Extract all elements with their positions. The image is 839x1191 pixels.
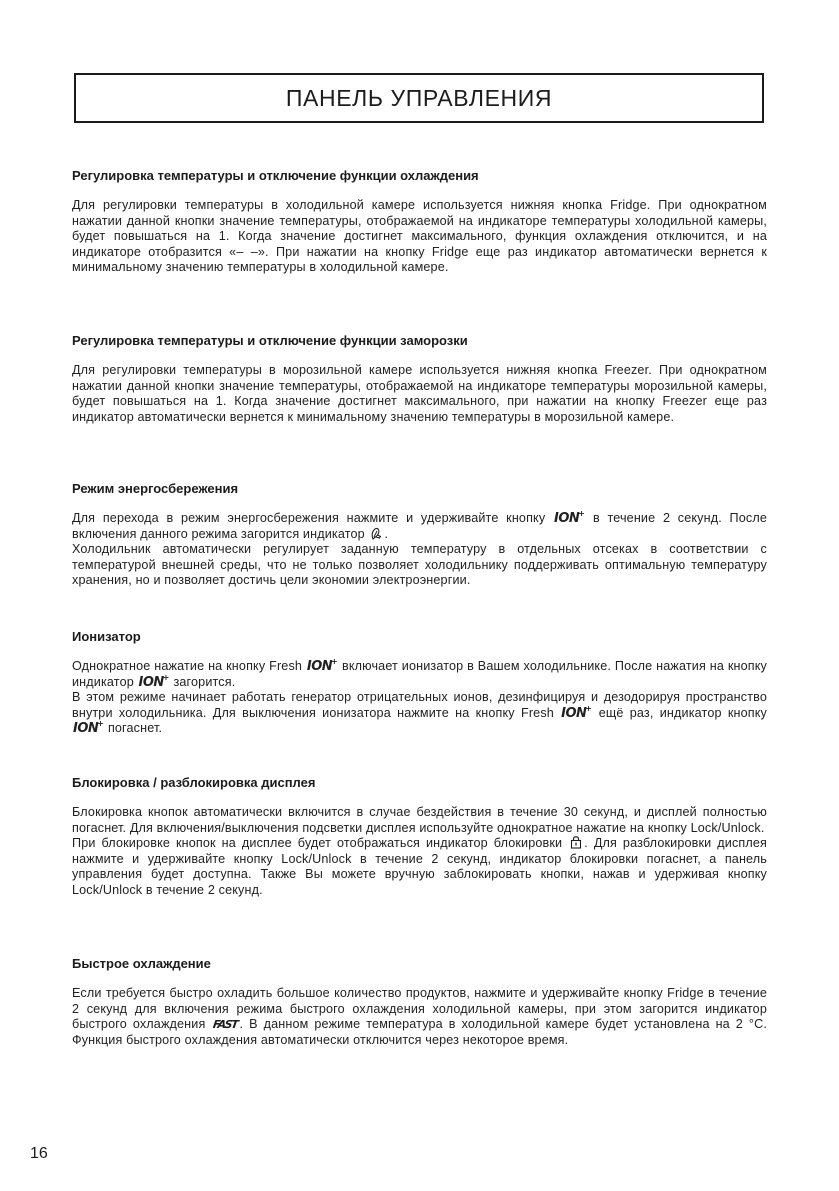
ion-plus: +	[585, 703, 592, 713]
section-heading: Ионизатор	[72, 629, 141, 644]
ion-label: ION	[306, 659, 333, 674]
fast-cooling-icon: FAST	[212, 1018, 239, 1032]
ion-icon	[561, 703, 592, 722]
ion-plus: +	[578, 509, 585, 518]
ion-icon	[307, 659, 337, 675]
section-fast-cooling	[72, 956, 767, 1048]
text-run: Холодильник автоматически регулирует заданную температуру в отдельных отсеках в соответствии с температурой внешней среды, что не только позволяет холодильнику поддерживать оптимальную температуру хранения, но и позволяет достичь цели экономии электроэнергии.	[72, 542, 767, 588]
text-run: погаснет.	[107, 721, 163, 736]
text-run: В этом режиме начинает работать генератор отрицательных ионов, дезинфицируя и дезодорируя пространство внутри холодильника. Для выключения ионизатора нажмите на кнопку Fresh	[72, 690, 767, 720]
text-run: При блокировке кнопок на дисплее будет отображаться индикатор блокировки	[72, 836, 563, 851]
text-run: Однократное нажатие на кнопку Fresh	[72, 659, 303, 673]
text-run: в течение 2 секунд. После включения данного режима загорится индикатор	[72, 511, 767, 541]
section-paragraph	[72, 805, 767, 899]
ion-label: ION	[73, 721, 99, 737]
section-heading: Быстрое охлаждение	[72, 956, 211, 971]
page-title-box	[74, 73, 764, 123]
ion-label: ION	[553, 511, 580, 526]
ion-plus: +	[97, 719, 104, 729]
section-heading: Регулировка температуры и отключение функции охлаждения	[72, 168, 479, 183]
section-text: Для регулировки температуры в морозильной камере используется нижняя кнопка Freezer. При однократном нажатии данной кнопки значение температуры, отображаемой на индикаторе температуры морозильной камеры, будет повышаться на 1. Когда значение достигнет максимального, при нажатии на кнопку Freezer еще раз индикатор автоматически вернется к минимальному значению температуры в морозильной камере.	[72, 363, 767, 424]
section-heading: Блокировка / разблокировка дисплея	[72, 775, 316, 790]
ion-plus: +	[162, 672, 169, 682]
text-run: . В данном режиме температура в холодильной камере будет установлена на 2 °C. Функция быстрого охлаждения автоматически отключится через некоторое время.	[72, 1017, 768, 1047]
ion-label: ION	[561, 705, 587, 721]
section-heading: Регулировка температуры и отключение функции заморозки	[72, 333, 468, 348]
section-freezing	[72, 333, 767, 425]
section-heading: Режим энергосбережения	[72, 481, 239, 496]
ion-icon	[73, 721, 103, 737]
section-display-lock	[72, 775, 767, 899]
ion-label: ION	[138, 674, 164, 690]
page-number: 16	[30, 1145, 48, 1162]
section-paragraph	[72, 511, 767, 589]
section-paragraph	[72, 659, 767, 737]
text-run: Блокировка кнопок автоматически включится в случае бездействия в течение 30 секунд, и дисплей полностью погаснет. Для включения/выключения подсветки дисплея используйте однократное нажатие на кнопку Lock/Unlock.	[72, 805, 767, 835]
text-run: . Для разблокировки дисплея нажмите и удерживайте кнопку Lock/Unlock в течение 2 секунд, индикатор блокировки погаснет, а панель управления будет доступна. Также Вы можете вручную заблокировать кнопки, нажав и удерживая кнопку Lock/Unlock в течение 2 секунд.	[72, 836, 767, 897]
ion-plus: +	[330, 657, 338, 666]
lock-icon	[570, 836, 582, 849]
section-text: Для регулировки температуры в холодильной камере используется нижняя кнопка Fridge. При однократном нажатии данной кнопки значение температуры, отображаемой на индикаторе температуры холодильной камеры, будет повышаться на 1. Когда значение достигнет максимального, функция охлаждения отключится, и на индикаторе отобразится «– –». При нажатии на кнопку Fridge еще раз индикатор автоматически вернется к минимальному значению температуры в холодильной камере.	[72, 198, 767, 275]
text-run: Для перехода в режим энергосбережения нажмите и удерживайте кнопку	[72, 511, 546, 525]
text-run: .	[384, 526, 389, 541]
section-paragraph	[72, 986, 767, 1048]
text-run: включает ионизатор в Вашем холодильнике. После нажатия на кнопку индикатор	[72, 659, 767, 689]
text-run: ещё раз, индикатор кнопку	[598, 705, 768, 720]
text-run: Если требуется быстро охладить большое количество продуктов, нажмите и удерживайте кнопку Fridge в течение 2 секунд для включения режима быстрого охлаждения холодильной камеры, при этом загорится индикатор быстрого охлаждения	[72, 986, 767, 1032]
section-ionizer	[72, 629, 767, 737]
section-energy-saving	[72, 481, 767, 589]
text-run: загорится.	[173, 674, 236, 689]
section-cooling	[72, 168, 767, 276]
ion-icon	[554, 511, 584, 527]
leaf-hand-icon	[370, 527, 382, 540]
page-title: ПАНЕЛЬ УПРАВЛЕНИЯ	[285, 84, 553, 111]
ion-icon	[138, 672, 169, 691]
